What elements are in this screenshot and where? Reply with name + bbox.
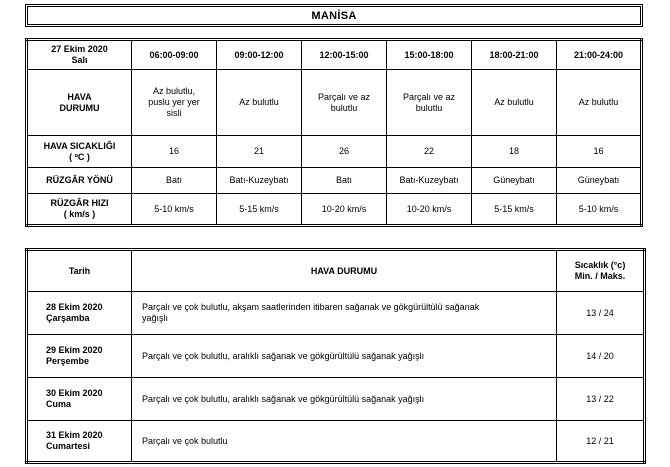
period-header: 06:00-09:00 (132, 40, 217, 70)
weather-cell (132, 70, 217, 136)
wind-speed-cell: 5-15 km/s (217, 194, 302, 226)
row-label-line: ( km/s ) (63, 209, 96, 219)
period-header: 21:00-24:00 (557, 40, 642, 70)
day-date: 31 Ekim 2020 (46, 430, 103, 440)
day-name: Çarşamba (46, 313, 90, 323)
cell-line: Az bulutlu, (152, 86, 196, 96)
day-date: 30 Ekim 2020 (46, 388, 103, 398)
period-header: 12:00-15:00 (302, 40, 387, 70)
forecast-cell (132, 292, 557, 335)
day-name: Cumartesi (46, 441, 91, 451)
row-label (27, 194, 132, 226)
temperature-header (557, 250, 645, 292)
cell-line: Parçalı ve az (402, 91, 456, 102)
wind-speed-cell: 5-10 km/s (132, 194, 217, 226)
weather-cell (557, 70, 642, 136)
hourly-date-cell (27, 40, 132, 70)
city-title: MANİSA (311, 9, 357, 22)
wind-speed-cell: 10-20 km/s (302, 194, 387, 226)
daily-row (27, 335, 645, 378)
cell-line: Az bulutlu (494, 97, 534, 107)
forecast-line: yağışlı (142, 313, 169, 323)
row-label (27, 136, 132, 168)
forecast-cell: Parçalı ve çok bulutlu, aralıklı sağanak ve gökgürültülü sağanak yağışlı (132, 378, 557, 421)
temperature-cell: 13 / 24 (557, 292, 645, 335)
row-label: RÜZGÂR YÖNÜ (27, 168, 132, 194)
cell-line: Parçalı ve az (317, 91, 371, 102)
date-cell (27, 378, 132, 421)
wind-direction-cell: Batı (132, 168, 217, 194)
day-date: 29 Ekim 2020 (46, 345, 103, 355)
day-name: Cuma (46, 399, 72, 409)
daily-row (27, 421, 645, 463)
cell-line: bulutlu (415, 102, 443, 113)
row-label-line: RÜZGÂR HIZI (50, 198, 109, 208)
cell-line: Az bulutlu (239, 97, 279, 107)
wind-speed-row (27, 194, 642, 226)
hourly-header-row (27, 40, 642, 70)
temperature-header-line: Min. / Maks. (574, 271, 626, 281)
weather-cell (217, 70, 302, 136)
daily-header-row (27, 250, 645, 292)
forecast-cell: Parçalı ve çok bulutlu, aralıklı sağanak ve gökgürültülü sağanak yağışlı (132, 335, 557, 378)
hourly-forecast-table (25, 38, 643, 227)
weather-cell (302, 70, 387, 136)
temperature-header-line: Sıcaklık (°c) (574, 260, 626, 270)
temperature-row (27, 136, 642, 168)
date-cell (27, 335, 132, 378)
wind-direction-row (27, 168, 642, 194)
day-date: 28 Ekim 2020 (46, 302, 103, 312)
wind-direction-cell: Güneybatı (472, 168, 557, 194)
date-cell (27, 292, 132, 335)
wind-direction-cell: Batı-Kuzeybatı (217, 168, 302, 194)
daily-forecast-table (25, 248, 646, 464)
row-label-line: ( ºC ) (69, 151, 90, 162)
wind-speed-cell: 10-20 km/s (387, 194, 472, 226)
row-label-line: HAVA SICAKLIĞI (43, 140, 116, 151)
cell-line: Az bulutlu (578, 97, 619, 107)
cell-line: sisli (166, 108, 182, 118)
wind-speed-cell: 5-15 km/s (472, 194, 557, 226)
row-label-line: HAVA (67, 91, 92, 102)
wind-direction-cell: Güneybatı (557, 168, 642, 194)
period-header: 18:00-21:00 (472, 40, 557, 70)
wind-direction-cell: Batı (302, 168, 387, 194)
wind-speed-cell: 5-10 km/s (557, 194, 642, 226)
weather-row (27, 70, 642, 136)
daily-row (27, 378, 645, 421)
forecast-line: Parçalı ve çok bulutlu, akşam saatlerinden itibaren sağanak ve gökgürültülü sağanak (142, 302, 480, 312)
hourly-weekday: Salı (71, 55, 88, 65)
period-header: 09:00-12:00 (217, 40, 302, 70)
weather-cell (472, 70, 557, 136)
temperature-cell: 16 (557, 136, 642, 168)
date-header: Tarih (27, 250, 132, 292)
day-name: Perşembe (46, 356, 90, 366)
daily-row (27, 292, 645, 335)
forecast-cell: Parçalı ve çok bulutlu (132, 421, 557, 463)
row-label (27, 70, 132, 136)
cell-line: bulutlu (330, 102, 358, 113)
row-label-line: DURUMU (59, 102, 100, 113)
temperature-cell: 22 (387, 136, 472, 168)
wind-direction-cell: Batı-Kuzeybatı (387, 168, 472, 194)
city-title-box (25, 4, 643, 27)
period-header: 15:00-18:00 (387, 40, 472, 70)
hourly-date: 27 Ekim 2020 (51, 44, 108, 54)
temperature-cell: 18 (472, 136, 557, 168)
temperature-cell: 14 / 20 (557, 335, 645, 378)
temperature-cell: 26 (302, 136, 387, 168)
temperature-cell: 21 (217, 136, 302, 168)
temperature-cell: 12 / 21 (557, 421, 645, 463)
temperature-cell: 16 (132, 136, 217, 168)
temperature-cell: 13 / 22 (557, 378, 645, 421)
weather-header: HAVA DURUMU (132, 250, 557, 292)
date-cell (27, 421, 132, 463)
cell-line: puslu yer yer (148, 97, 200, 107)
weather-cell (387, 70, 472, 136)
